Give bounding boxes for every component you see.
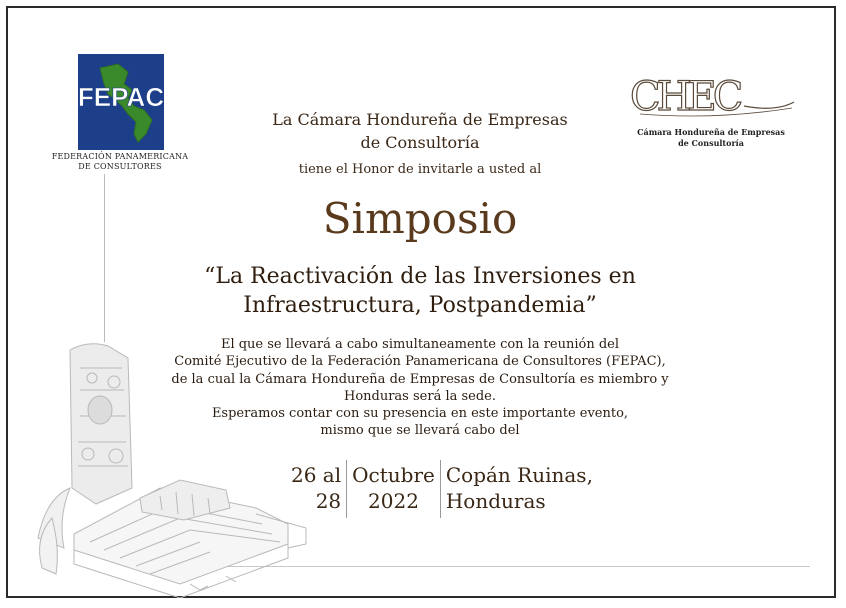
event-month [347, 460, 440, 516]
body-line: Honduras será la sede. [343, 388, 496, 404]
event-title-line1: “La Reactivación de las Inversiones en [204, 264, 636, 289]
place-line1: Copán Ruinas, [445, 463, 593, 487]
days-line2: 28 [315, 489, 342, 513]
body-line: mismo que se llevará cabo del [320, 423, 520, 439]
organization-name [170, 108, 670, 154]
days-line1: 26 al [291, 463, 342, 487]
org-line2: de Consultoría [360, 133, 480, 152]
fepac-caption [50, 152, 190, 172]
event-title-line2: Infraestructura, Postpandemia” [243, 293, 597, 318]
event-title [170, 262, 670, 320]
month-line2: 2022 [368, 489, 419, 513]
body-line: El que se llevará a cabo simultaneamente con la reunión del [220, 337, 620, 352]
honor-line: tiene el Honor de invitarle a usted al [298, 162, 542, 177]
fepac-logo [78, 54, 164, 150]
month-line1: Octubre [352, 463, 435, 487]
fepac-logo-text: FEPAC [78, 82, 164, 112]
decorative-vertical-line [104, 174, 105, 342]
org-line1: La Cámara Hondureña de Empresas [272, 110, 568, 129]
place-line2: Honduras [445, 489, 546, 513]
chec-caption-line1: Cámara Hondureña de Empresas [637, 127, 785, 137]
event-place [441, 460, 598, 516]
chec-caption-line2: de Consultoría [678, 138, 744, 148]
body-line: de la cual la Cámara Hondureña de Empresas de Consultoría es miembro y [171, 371, 669, 387]
chec-logo-text: CHEC [630, 76, 740, 120]
fepac-caption-line2: DE CONSULTORES [78, 162, 162, 171]
fepac-caption-line1: FEDERACIÓN PANAMERICANA [51, 152, 189, 161]
americas-map-icon [78, 54, 164, 150]
body-line: Comité Ejecutivo de la Federación Panamericana de Consultores (FEPAC), [174, 354, 666, 370]
mayan-ruins-illustration [30, 338, 320, 598]
event-type-heading: Simposio [322, 194, 518, 243]
event-details [286, 460, 598, 516]
body-line: Esperamos contar con su presencia en este importante evento, [211, 406, 629, 422]
